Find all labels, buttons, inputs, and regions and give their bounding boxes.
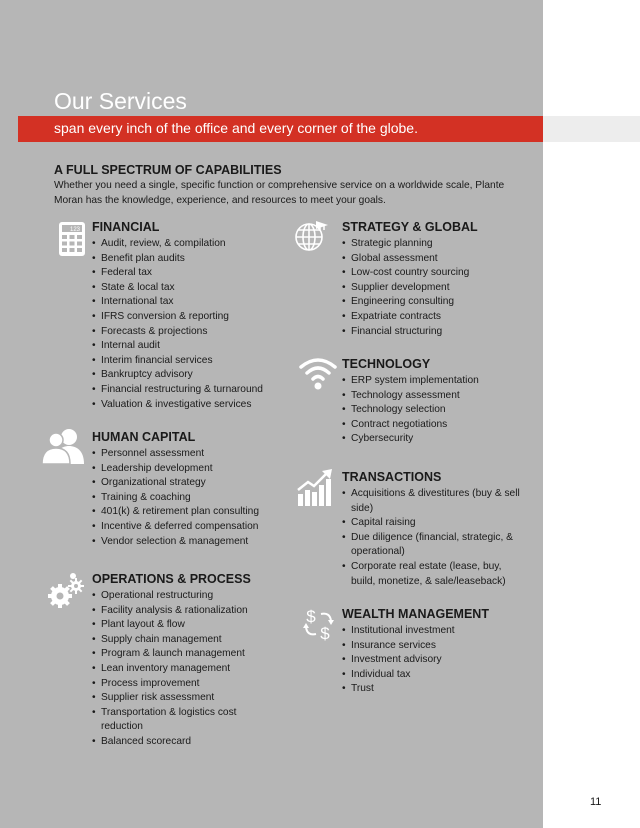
- list-strategy: [342, 237, 537, 339]
- list-item: • Vendor selection & management: [92, 535, 292, 550]
- section-wealth: [342, 607, 537, 697]
- list-item: • Individual tax: [342, 668, 537, 683]
- globe-icon: [294, 219, 330, 253]
- section-human-capital: [92, 430, 292, 549]
- list-financial: [92, 237, 292, 412]
- list-item: • Strategic planning: [342, 237, 537, 252]
- calculator-icon: [59, 222, 85, 256]
- section-title-financial: FINANCIAL: [92, 220, 160, 234]
- section-title-technology: TECHNOLOGY: [342, 357, 431, 371]
- list-item: • 401(k) & retirement plan consulting: [92, 505, 292, 520]
- list-item: • Plant layout & flow: [92, 618, 267, 633]
- list-item: • International tax: [92, 295, 292, 310]
- list-item: • Benefit plan audits: [92, 252, 292, 267]
- section-title-strategy: STRATEGY & GLOBAL: [342, 220, 478, 234]
- intro-heading: A FULL SPECTRUM OF CAPABILITIES: [54, 163, 282, 177]
- section-financial: [92, 220, 292, 412]
- section-title-transactions: TRANSACTIONS: [342, 470, 442, 484]
- list-item: • Internal audit: [92, 339, 292, 354]
- banner-extension: [543, 116, 640, 142]
- list-human-capital: [92, 447, 292, 549]
- list-item: • Incentive & deferred compensation: [92, 520, 292, 535]
- list-item: • Institutional investment: [342, 624, 537, 639]
- list-item: • Due diligence (financial, strategic, & operational): [342, 531, 524, 560]
- section-technology: [342, 357, 537, 447]
- people-icon: [42, 428, 86, 464]
- list-operations: [92, 589, 267, 750]
- list-item: • Lean inventory management: [92, 662, 267, 677]
- list-item: • Financial structuring: [342, 325, 537, 340]
- list-item: • Personnel assessment: [92, 447, 292, 462]
- list-item: • Valuation & investigative services: [92, 398, 292, 413]
- list-item: • IFRS conversion & reporting: [92, 310, 292, 325]
- list-item: • Operational restructuring: [92, 589, 267, 604]
- subtitle-banner: [18, 116, 543, 142]
- dollar-exchange-icon: [302, 606, 336, 642]
- list-item: • Training & coaching: [92, 491, 292, 506]
- list-item: • Investment advisory: [342, 653, 537, 668]
- gears-icon: [46, 572, 86, 610]
- section-title-human-capital: HUMAN CAPITAL: [92, 430, 196, 444]
- section-operations: [92, 572, 267, 750]
- list-item: • State & local tax: [92, 281, 292, 296]
- list-transactions: [342, 487, 524, 589]
- list-item: • ERP system implementation: [342, 374, 537, 389]
- list-item: • Federal tax: [92, 266, 292, 281]
- list-item: • Organizational strategy: [92, 476, 292, 491]
- list-item: • Interim financial services: [92, 354, 292, 369]
- calculator-display: 123: [69, 227, 80, 233]
- page-number: 11: [590, 796, 602, 808]
- section-title-wealth: WEALTH MANAGEMENT: [342, 607, 489, 621]
- section-transactions: [342, 470, 524, 589]
- list-item: • Low-cost country sourcing: [342, 266, 537, 281]
- list-item: • Corporate real estate (lease, buy, build, monetize, & sale/leaseback): [342, 560, 524, 589]
- list-technology: [342, 374, 537, 447]
- list-item: • Forecasts & projections: [92, 325, 292, 340]
- list-item: • Facility analysis & rationalization: [92, 604, 267, 619]
- list-item: • Program & launch management: [92, 647, 267, 662]
- list-item: • Acquisitions & divestitures (buy & sell side): [342, 487, 524, 516]
- list-item: • Supplier development: [342, 281, 537, 296]
- list-item: • Bankruptcy advisory: [92, 368, 292, 383]
- list-item: • Expatriate contracts: [342, 310, 537, 325]
- list-item: • Supplier risk assessment: [92, 691, 267, 706]
- list-item: • Global assessment: [342, 252, 537, 267]
- page-title: Our Services: [54, 88, 187, 114]
- list-item: • Balanced scorecard: [92, 735, 267, 750]
- list-item: • Contract negotiations: [342, 418, 537, 433]
- list-item: • Financial restructuring & turnaround: [92, 383, 292, 398]
- list-item: • Process improvement: [92, 677, 267, 692]
- subtitle-text: span every inch of the office and every corner of the globe.: [54, 120, 418, 136]
- svg-text:$: $: [306, 607, 316, 626]
- list-wealth: [342, 624, 537, 697]
- list-item: • Trust: [342, 682, 537, 697]
- wifi-icon: [298, 355, 338, 391]
- list-item: • Technology assessment: [342, 389, 537, 404]
- list-item: • Capital raising: [342, 516, 524, 531]
- growth-chart-icon: [296, 468, 336, 506]
- list-item: • Leadership development: [92, 462, 292, 477]
- list-item: • Transportation & logistics cost reduction: [92, 706, 267, 735]
- list-item: • Engineering consulting: [342, 295, 537, 310]
- svg-text:$: $: [320, 624, 330, 642]
- list-item: • Technology selection: [342, 403, 537, 418]
- list-item: • Audit, review, & compilation: [92, 237, 292, 252]
- list-item: • Cybersecurity: [342, 432, 537, 447]
- list-item: • Supply chain management: [92, 633, 267, 648]
- section-title-operations: OPERATIONS & PROCESS: [92, 572, 251, 586]
- intro-body: Whether you need a single, specific function or comprehensive service on a worldwide scale, Plante Moran has the knowledge, experience, and resources to meet your goals.: [54, 180, 505, 206]
- section-strategy: [342, 220, 537, 339]
- list-item: • Insurance services: [342, 639, 537, 654]
